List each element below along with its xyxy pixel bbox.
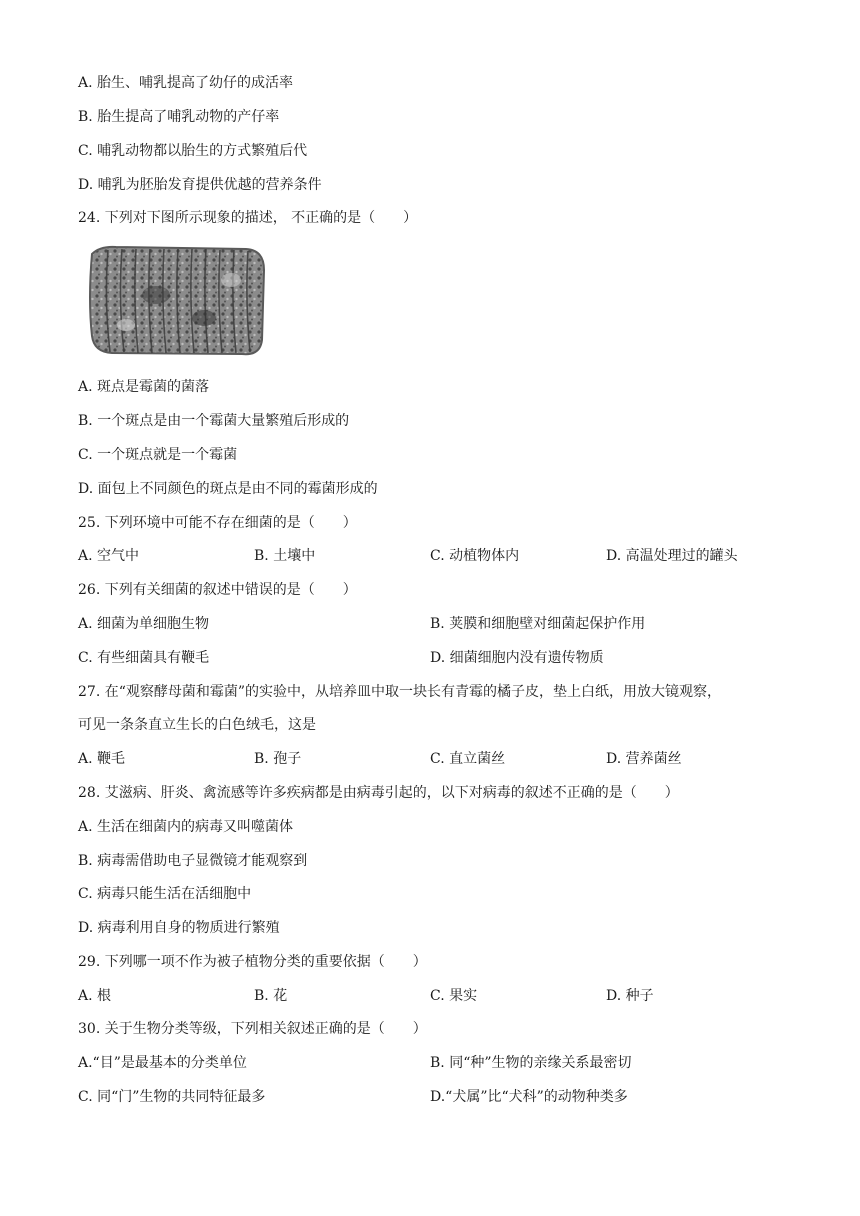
q29-option-a: A. 根 [78,988,112,1004]
q25-option-c: C. 动植物体内 [430,548,520,564]
q25-option-b: B. 土壤中 [254,548,316,564]
q30-stem: 30. 关于生物分类等级，下列相关叙述正确的是（ ） [78,1021,427,1037]
moldy-bread-image [86,240,268,362]
q28-option-d: D. 病毒利用自身的物质进行繁殖 [78,920,280,936]
q27-options [78,749,798,769]
q29-options [78,986,798,1006]
q26-option-d: D. 细菌细胞内没有遗传物质 [430,650,604,666]
q28-option-b: B. 病毒需借助电子显微镜才能观察到 [78,853,308,869]
q28-option-c: C. 病毒只能生活在活细胞中 [78,886,252,902]
q29-option-b: B. 花 [254,988,288,1004]
q26-option-a: A. 细菌为单细胞生物 [78,616,210,632]
q24-option-c: C. 一个斑点就是一个霉菌 [78,447,238,463]
q23-option-c: C. 哺乳动物都以胎生的方式繁殖后代 [78,143,308,159]
q25-option-d: D. 高温处理过的罐头 [606,548,738,564]
q25-stem: 25. 下列环境中可能不存在细菌的是（ ） [78,515,357,531]
q24-option-d: D. 面包上不同颜色的斑点是由不同的霉菌形成的 [78,481,378,497]
q28-option-a: A. 生活在细菌内的病毒又叫噬菌体 [78,819,294,835]
q29-option-d: D. 种子 [606,988,654,1004]
q29-stem: 29. 下列哪一项不作为被子植物分类的重要依据（ ） [78,954,427,970]
q30-option-c: C. 同“门”生物的共同特征最多 [78,1089,266,1105]
q24-option-a: A. 斑点是霉菌的菌落 [78,379,210,395]
q23-option-a: A. 胎生、哺乳提高了幼仔的成活率 [78,75,294,91]
q27-stem-line2: 可见一条条直立生长的白色绒毛，这是 [78,717,316,733]
q29-option-c: C. 果实 [430,988,478,1004]
q26-option-c: C. 有些细菌具有鞭毛 [78,650,210,666]
q25-options [78,546,798,566]
q28-stem: 28. 艾滋病、肝炎、禽流感等许多疾病都是由病毒引起的，以下对病毒的叙述不正确的是（ ） [78,785,679,801]
q24-option-b: B. 一个斑点是由一个霉菌大量繁殖后形成的 [78,413,350,429]
q23-option-d: D. 哺乳为胚胎发育提供优越的营养条件 [78,177,322,193]
q24-stem: 24. 下列对下图所示现象的描述， 不正确的是（ ） [78,210,418,226]
q26-options-row1 [78,614,798,634]
q26-option-b: B. 荚膜和细胞壁对细菌起保护作用 [430,616,646,632]
q27-option-c: C. 直立菌丝 [430,751,506,767]
q25-option-a: A. 空气中 [78,548,140,564]
q27-option-d: D. 营养菌丝 [606,751,682,767]
q30-option-b: B. 同“种”生物的亲缘关系最密切 [430,1055,632,1071]
q26-options-row2 [78,648,798,668]
q27-option-b: B. 孢子 [254,751,302,767]
q26-stem: 26. 下列有关细菌的叙述中错误的是（ ） [78,582,357,598]
q27-stem-line1: 27. 在“观察酵母菌和霉菌”的实验中，从培养皿中取一块长有青霉的橘子皮，垫上白纸，用放大镜观察， [78,684,722,700]
q27-option-a: A. 鞭毛 [78,751,126,767]
q30-option-a: A.“目”是最基本的分类单位 [78,1055,247,1071]
q30-option-d: D.“犬属”比“犬科”的动物种类多 [430,1089,628,1105]
q30-options-row1 [78,1053,798,1073]
q23-option-b: B. 胎生提高了哺乳动物的产仔率 [78,109,280,125]
q30-options-row2 [78,1087,798,1107]
